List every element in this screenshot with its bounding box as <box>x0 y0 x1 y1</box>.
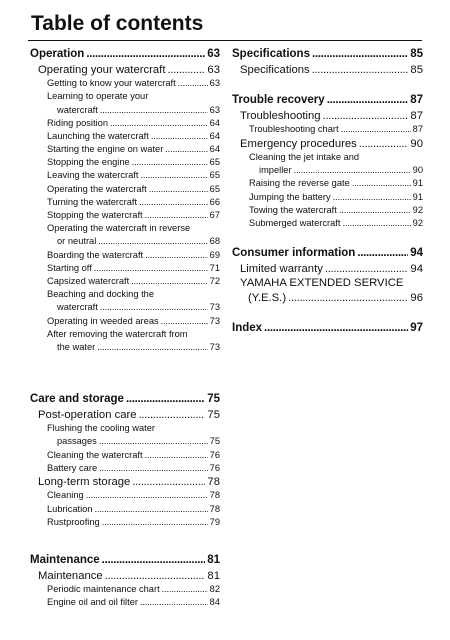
toc-entry-title: Maintenance <box>38 569 103 582</box>
toc-page-number: 92 <box>412 204 423 215</box>
toc-page-number: 90 <box>410 137 423 150</box>
toc-entry-title: Capsized watercraft <box>47 275 130 286</box>
toc-entry[interactable] <box>30 315 220 328</box>
dot-leader <box>323 109 409 123</box>
toc-entry[interactable] <box>30 275 220 288</box>
toc-entry-title: Leaving the watercraft <box>47 170 139 181</box>
dot-leader <box>139 196 208 209</box>
toc-entry[interactable] <box>30 489 220 502</box>
dot-leader <box>97 341 207 354</box>
toc-entry[interactable] <box>30 596 220 609</box>
dot-leader <box>139 408 206 422</box>
dot-leader <box>333 191 411 204</box>
toc-entry[interactable] <box>232 204 423 217</box>
toc-entry-title: Starting the engine on water <box>47 144 164 155</box>
toc-chapter[interactable] <box>232 321 423 336</box>
toc-entry-title: Getting to know your watercraft <box>47 78 176 89</box>
toc-page-number: 82 <box>209 584 220 595</box>
toc-section <box>232 47 423 77</box>
toc-entry[interactable] <box>232 137 423 151</box>
toc-page-number: 73 <box>209 341 220 352</box>
toc-page-number: 84 <box>209 597 220 608</box>
dot-leader <box>145 449 208 462</box>
toc-entry[interactable] <box>30 341 220 354</box>
toc-entry-title: Lubrication <box>47 503 93 514</box>
toc-entry[interactable] <box>232 177 423 190</box>
toc-entry-title-line[interactable]: YAMAHA EXTENDED SERVICE <box>240 277 404 290</box>
toc-entry-title-line[interactable]: Flushing the cooling water <box>47 423 156 434</box>
toc-entry[interactable] <box>232 164 423 177</box>
toc-page-number: 78 <box>209 490 220 501</box>
toc-page-number: 94 <box>410 247 423 260</box>
toc-entry[interactable] <box>30 475 220 489</box>
toc-page-number: 81 <box>207 554 220 567</box>
dot-leader <box>140 169 207 182</box>
dot-leader <box>86 489 208 502</box>
toc-entry-title: the water <box>57 341 96 352</box>
dot-leader <box>359 137 409 151</box>
page-title: Table of contents <box>31 12 204 35</box>
toc-entry[interactable] <box>232 191 423 204</box>
toc-page-number: 81 <box>207 569 220 582</box>
toc-column-right <box>232 47 423 352</box>
toc-entry[interactable] <box>30 435 220 448</box>
toc-section <box>30 47 220 354</box>
toc-entry-title: Consumer information <box>232 247 356 260</box>
toc-entry-title: Submerged watercraft <box>249 217 341 228</box>
toc-entry-title: Rustproofing <box>47 516 100 527</box>
toc-entry-title: watercraft <box>57 302 98 313</box>
toc-entry-title: Operating the watercraft <box>47 183 147 194</box>
toc-entry[interactable] <box>30 503 220 516</box>
dot-leader <box>99 462 208 475</box>
toc-entry[interactable] <box>232 109 423 123</box>
toc-entry-title: Care and storage <box>30 393 124 406</box>
toc-page-number: 67 <box>209 210 220 221</box>
dot-leader <box>325 262 409 276</box>
toc-entry-title: passages <box>57 436 97 447</box>
dot-leader <box>357 246 408 261</box>
dot-leader <box>288 291 408 305</box>
toc-page-number: 91 <box>412 191 423 202</box>
toc-chapter[interactable] <box>30 47 220 62</box>
toc-entry[interactable] <box>30 183 220 196</box>
toc-page-number: 66 <box>209 196 220 207</box>
toc-page-number: 78 <box>209 503 220 514</box>
toc-entry-title-line[interactable]: After removing the watercraft from <box>47 328 188 339</box>
toc-entry-title: Operation <box>30 48 85 60</box>
dot-leader <box>102 516 208 529</box>
dot-leader <box>94 503 207 516</box>
toc-page-number: 94 <box>410 262 423 275</box>
toc-page-number: 68 <box>209 236 220 247</box>
toc-entry-title: Periodic maintenance chart <box>47 584 160 595</box>
toc-entry-title: Towing the watercraft <box>249 204 337 215</box>
toc-entry[interactable] <box>30 130 220 143</box>
toc-page-number: 63 <box>209 104 220 115</box>
dot-leader <box>145 249 208 262</box>
toc-entry-title: Cleaning the watercraft <box>47 449 143 460</box>
dot-leader <box>341 123 411 136</box>
toc-entry-title: Emergency procedures <box>240 137 357 150</box>
toc-entry-title: Troubleshooting <box>240 109 321 122</box>
toc-entry-title: Engine oil and oil filter <box>47 597 138 608</box>
toc-entry-title: Index <box>232 322 263 335</box>
dot-leader <box>110 117 208 130</box>
toc-entry[interactable] <box>30 63 220 77</box>
toc-entry[interactable] <box>232 63 423 77</box>
dot-leader <box>312 47 408 62</box>
toc-chapter[interactable] <box>30 392 220 407</box>
toc-page-number: 76 <box>209 462 220 473</box>
dot-leader <box>86 47 205 62</box>
toc-page-number: 87 <box>410 94 423 107</box>
toc-entry[interactable] <box>30 143 220 156</box>
toc-entry[interactable] <box>232 262 423 276</box>
dot-leader <box>100 104 208 117</box>
toc-entry[interactable] <box>232 291 423 305</box>
dot-leader <box>126 392 205 407</box>
toc-entry-title: Launching the watercraft <box>47 130 149 141</box>
toc-page-number: 92 <box>412 217 423 228</box>
toc-page-number: 63 <box>207 63 220 76</box>
dot-leader <box>131 275 208 288</box>
toc-page-number: 72 <box>209 275 220 286</box>
toc-section <box>30 553 220 610</box>
toc-entry[interactable] <box>30 262 220 275</box>
dot-leader <box>99 435 208 448</box>
toc-page-number: 85 <box>410 48 423 60</box>
toc-entry-title: Battery care <box>47 462 98 473</box>
dot-leader <box>165 143 207 156</box>
toc-page-number: 65 <box>209 183 220 194</box>
dot-leader <box>352 177 411 190</box>
toc-entry-title: Boarding the watercraft <box>47 249 144 260</box>
dot-leader <box>102 553 206 568</box>
toc-entry[interactable] <box>30 462 220 475</box>
toc-page-number: 73 <box>209 302 220 313</box>
dot-leader <box>132 156 208 169</box>
toc-entry[interactable] <box>30 249 220 262</box>
toc-entry[interactable] <box>30 104 220 117</box>
toc-column-left <box>30 47 220 626</box>
toc-entry-title-line[interactable]: Beaching and docking the <box>47 289 154 300</box>
dot-leader <box>294 164 411 177</box>
toc-entry-title: Troubleshooting chart <box>249 124 339 135</box>
toc-entry-title: Riding position <box>47 117 108 128</box>
toc-page-number: 64 <box>209 130 220 141</box>
toc-entry-title: Post-operation care <box>38 408 137 421</box>
dot-leader <box>339 204 411 217</box>
toc-page-number: 85 <box>410 63 423 76</box>
dot-leader <box>327 93 409 108</box>
toc-page-number: 65 <box>209 170 220 181</box>
toc-chapter[interactable] <box>232 93 423 108</box>
toc-entry[interactable] <box>30 169 220 182</box>
toc-entry[interactable] <box>30 449 220 462</box>
toc-entry-title-line[interactable]: Learning to operate your <box>47 91 149 102</box>
toc-page-number: 64 <box>209 117 220 128</box>
toc-page-number: 87 <box>410 109 423 122</box>
toc-entry[interactable] <box>30 156 220 169</box>
dot-leader <box>100 301 208 314</box>
toc-page-number: 97 <box>410 322 423 335</box>
dot-leader <box>105 569 206 583</box>
toc-entry-title: Trouble recovery <box>232 94 325 107</box>
toc-entry[interactable] <box>30 408 220 422</box>
toc-entry[interactable] <box>30 516 220 529</box>
dot-leader <box>98 235 207 248</box>
toc-section <box>232 321 423 336</box>
toc-entry-title: watercraft <box>57 104 98 115</box>
toc-entry-title: impeller <box>259 165 292 176</box>
toc-entry-title: Specifications <box>232 48 310 60</box>
toc-chapter[interactable] <box>30 553 220 568</box>
toc-entry-title: Operating your watercraft <box>38 63 166 76</box>
toc-page-number: 96 <box>410 291 423 304</box>
toc-page-number: 69 <box>209 249 220 260</box>
toc-page-number: 63 <box>207 48 220 60</box>
dot-leader <box>132 475 205 489</box>
toc-entry-title: Cleaning <box>47 490 84 501</box>
toc-entry[interactable] <box>232 217 423 230</box>
toc-entry[interactable] <box>30 209 220 222</box>
toc-page-number: 63 <box>209 78 220 89</box>
toc-entry-title: Jumping the battery <box>249 191 331 202</box>
toc-entry-title: Stopping the engine <box>47 157 130 168</box>
toc-page-number: 87 <box>412 124 423 135</box>
toc-entry-title-line[interactable]: Cleaning the jet intake and <box>249 151 360 162</box>
toc-entry-title: Raising the reverse gate <box>249 178 350 189</box>
toc-entry-title: Stopping the watercraft <box>47 210 143 221</box>
toc-entry-title: Turning the watercraft <box>47 196 138 207</box>
dot-leader <box>151 130 208 143</box>
toc-entry-title: Limited warranty <box>240 262 323 275</box>
toc-page-number: 79 <box>209 516 220 527</box>
dot-leader <box>167 63 205 77</box>
dot-leader <box>178 77 208 90</box>
toc-page-number: 64 <box>209 144 220 155</box>
dot-leader <box>140 596 208 609</box>
toc-entry[interactable] <box>232 123 423 136</box>
toc-page-number: 76 <box>209 449 220 460</box>
dot-leader <box>145 209 208 222</box>
toc-entry-title: Maintenance <box>30 554 100 567</box>
toc-entry-title: (Y.E.S.) <box>248 291 287 304</box>
toc-page-number: 75 <box>209 436 220 447</box>
toc-chapter[interactable] <box>232 47 423 62</box>
toc-entry[interactable] <box>30 77 220 90</box>
toc-entry-title: Starting off <box>47 262 92 273</box>
toc-page-number: 75 <box>207 408 220 421</box>
dot-leader <box>161 315 208 328</box>
toc-page-number: 90 <box>412 165 423 176</box>
dot-leader <box>264 321 408 336</box>
toc-section <box>232 93 423 230</box>
dot-leader <box>162 583 208 596</box>
toc-page-number: 73 <box>209 315 220 326</box>
toc-page-number: 71 <box>209 262 220 273</box>
toc-page-number: 78 <box>207 476 220 489</box>
toc-entry[interactable] <box>30 117 220 130</box>
toc-entry[interactable] <box>30 583 220 596</box>
dot-leader <box>94 262 208 275</box>
toc-page-number: 75 <box>207 393 220 406</box>
dot-leader <box>342 217 410 230</box>
toc-entry-title-line[interactable]: Operating the watercraft in reverse <box>47 223 191 234</box>
toc-entry-title: or neutral <box>57 236 97 247</box>
toc-section <box>232 246 423 305</box>
toc-entry-title: Specifications <box>240 63 310 76</box>
toc-page-number: 65 <box>209 157 220 168</box>
toc-entry[interactable] <box>30 301 220 314</box>
toc-page-number: 91 <box>412 178 423 189</box>
dot-leader <box>149 183 208 196</box>
dot-leader <box>312 63 409 77</box>
toc-section <box>30 392 220 529</box>
toc-entry[interactable] <box>30 569 220 583</box>
title-rule <box>28 40 422 41</box>
toc-chapter[interactable] <box>232 246 423 261</box>
toc-entry[interactable] <box>30 196 220 209</box>
toc-entry[interactable] <box>30 235 220 248</box>
toc-entry-title: Operating in weeded areas <box>47 315 159 326</box>
toc-entry-title: Long-term storage <box>38 476 131 489</box>
